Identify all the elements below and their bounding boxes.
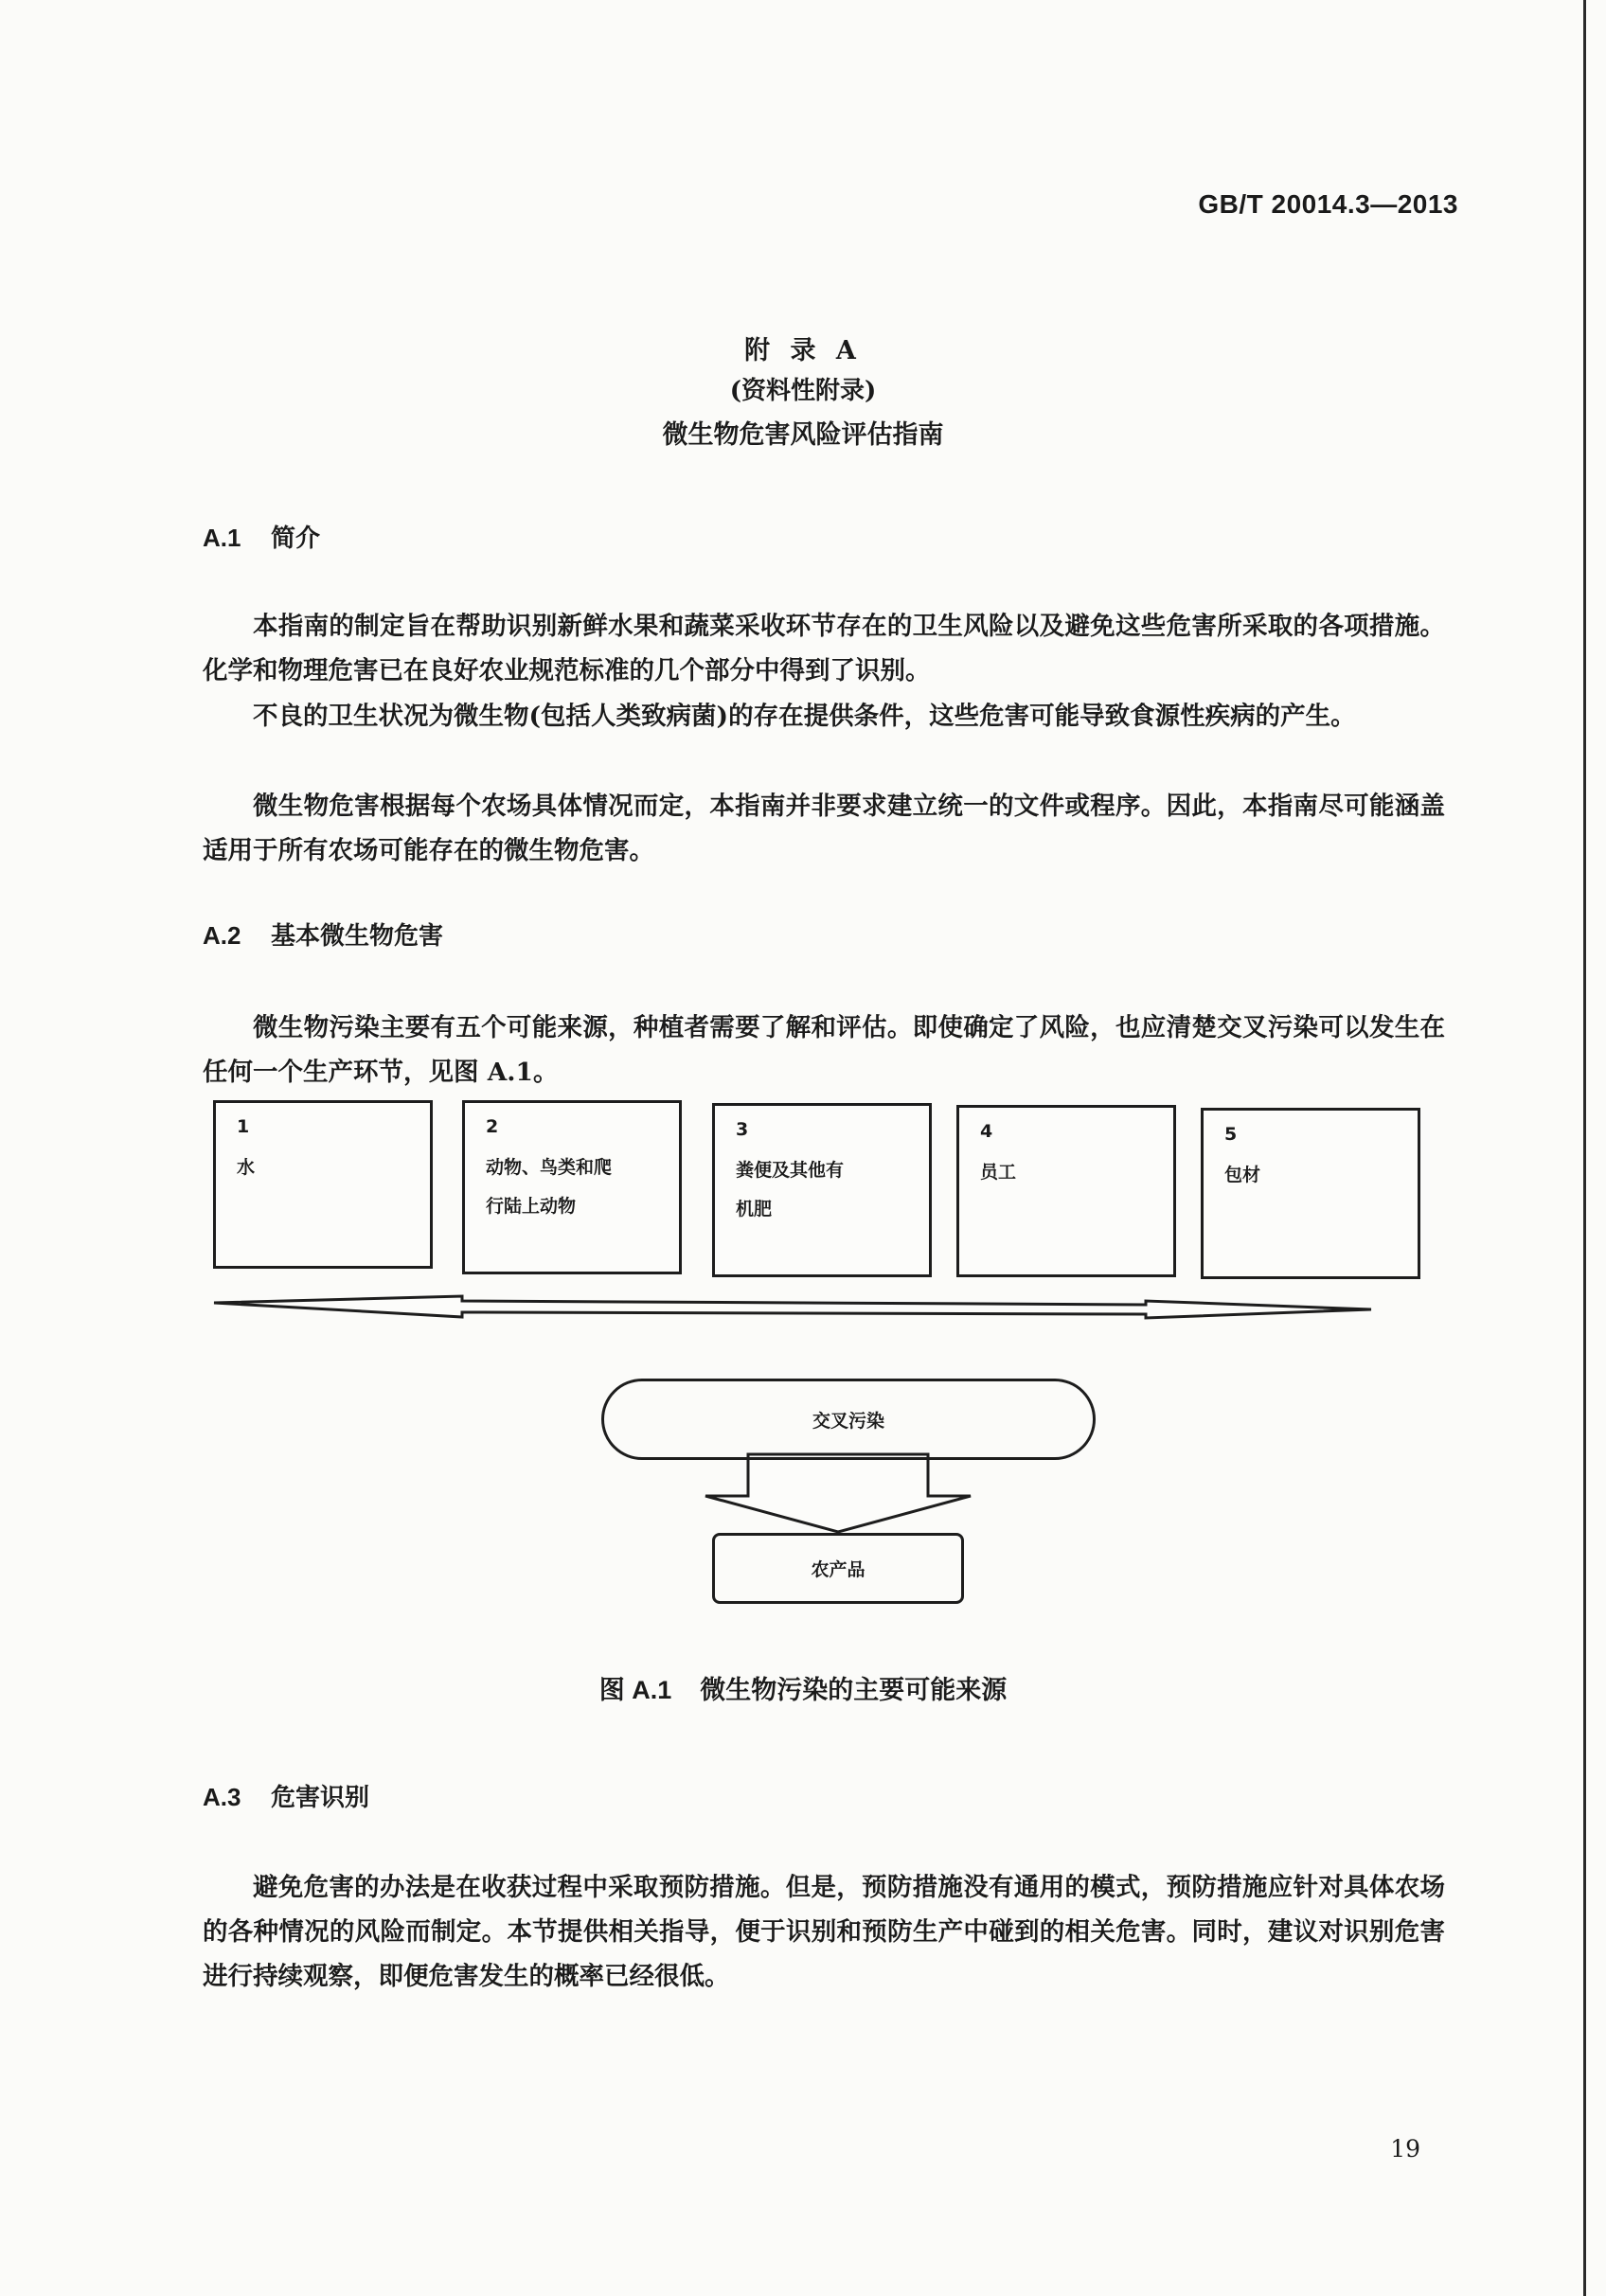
section-number: A.3 bbox=[203, 1783, 241, 1811]
source-label: 包材 bbox=[1224, 1165, 1261, 1185]
paragraph: 避免危害的办法是在收获过程中采取预防措施。但是，预防措施没有通用的模式，预防措施应针对具体农场的各种情况的风险而制定。本节提供相关指导，便于识别和预防生产中碰到的相关危害。同时，建议对识别危害进行持续观察，即便危害发生的概率已经很低。 bbox=[203, 1873, 1445, 1991]
source-number: 3 bbox=[736, 1119, 749, 1140]
figure-number: 图 A.1 bbox=[598, 1676, 672, 1704]
figure-caption bbox=[0, 1669, 1606, 1706]
source-number: 2 bbox=[486, 1116, 499, 1137]
figure-title: 微生物污染的主要可能来源 bbox=[700, 1676, 1008, 1705]
source-label: 行陆上动物 bbox=[486, 1196, 577, 1217]
produce-node: 农产品 bbox=[712, 1533, 964, 1604]
paragraph: 微生物污染主要有五个可能来源，种植者需要了解和评估。即使确定了风险，也应清楚交叉污染可以发生在任何一个生产环节，见图 A.1。 bbox=[203, 1013, 1445, 1087]
annex-type: (资料性附录) bbox=[729, 377, 877, 405]
paragraph: 不良的卫生状况为微生物(包括人类致病菌)的存在提供条件，这些危害可能导致食源性疾病的产生。 bbox=[253, 702, 1356, 731]
source-label: 动物、鸟类和爬 bbox=[486, 1157, 613, 1178]
source-label: 水 bbox=[237, 1157, 256, 1178]
section-number: A.2 bbox=[203, 921, 241, 950]
paragraph: 本指南的制定旨在帮助识别新鲜水果和蔬菜采收环节存在的卫生风险以及避免这些危害所采取的各项措施。化学和物理危害已在良好农业规范标准的几个部分中得到了识别。 bbox=[203, 612, 1445, 685]
standard-number: GB/T 20014.3—2013 bbox=[1198, 189, 1458, 219]
double-arrow-icon bbox=[214, 1296, 1371, 1318]
page-number: 19 bbox=[1390, 2135, 1420, 2163]
source-number: 4 bbox=[980, 1121, 993, 1142]
down-arrow-icon bbox=[705, 1454, 971, 1532]
section-title: 危害识别 bbox=[271, 1784, 370, 1812]
scan-edge-line bbox=[1583, 0, 1586, 2296]
source-number: 5 bbox=[1224, 1124, 1238, 1145]
annex-name: 微生物危害风险评估指南 bbox=[662, 420, 944, 450]
cross-contamination-node: 交叉污染 bbox=[601, 1379, 1096, 1460]
section-number: A.1 bbox=[203, 524, 241, 552]
paragraph: 微生物危害根据每个农场具体情况而定，本指南并非要求建立统一的文件或程序。因此，本指南尽可能涵盖适用于所有农场可能存在的微生物危害。 bbox=[203, 792, 1445, 865]
source-number: 1 bbox=[237, 1116, 250, 1137]
annex-title: 附 录 A bbox=[744, 336, 862, 365]
section-title: 基本微生物危害 bbox=[271, 922, 444, 951]
source-label: 机肥 bbox=[736, 1199, 773, 1219]
section-title: 简介 bbox=[271, 525, 321, 553]
source-label: 粪便及其他有 bbox=[736, 1160, 845, 1181]
section-heading-a3 bbox=[203, 1778, 369, 1813]
source-label: 员工 bbox=[980, 1162, 1017, 1183]
